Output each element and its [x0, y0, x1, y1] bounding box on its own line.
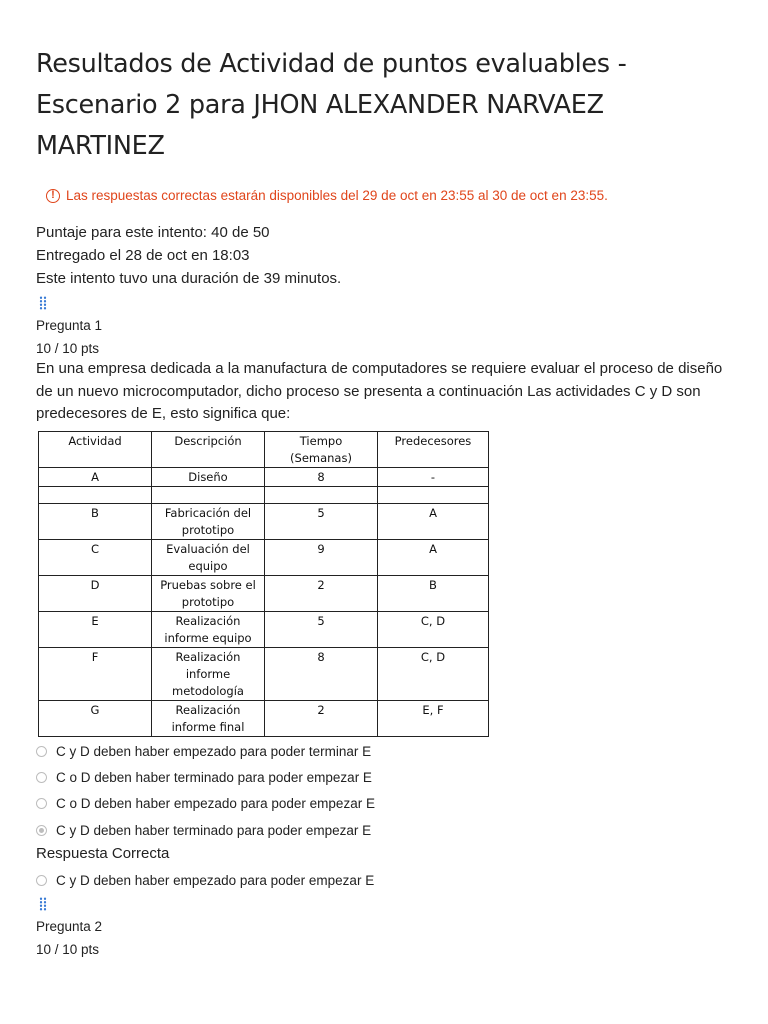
radio-button[interactable]	[36, 772, 47, 783]
table-cell: E	[39, 612, 152, 648]
table-header: Predecesores	[378, 432, 489, 468]
table-cell: C, D	[378, 648, 489, 701]
table-cell: 5	[265, 612, 378, 648]
table-cell	[265, 487, 378, 504]
table-cell: Fabricación del prototipo	[152, 504, 265, 540]
drag-handle-icon[interactable]	[39, 296, 47, 310]
table-cell: 5	[265, 504, 378, 540]
table-cell: 2	[265, 576, 378, 612]
attempt-info	[36, 221, 341, 290]
answer-option-selected[interactable]	[36, 823, 371, 838]
radio-button-selected[interactable]	[36, 825, 47, 836]
question-1-points: 10 / 10 pts	[36, 341, 100, 356]
table-header: Descripción	[152, 432, 265, 468]
page-title: Resultados de Actividad de puntos evaluables - Escenario 2 para JHON ALEXANDER NARVAEZ MARTINEZ	[36, 49, 627, 161]
attempt-submitted: Entregado el 28 de oct en 18:03	[36, 247, 250, 264]
table-header-row	[39, 432, 489, 468]
table-row	[39, 701, 489, 737]
correct-answer-label: Respuesta Correcta	[36, 845, 170, 862]
drag-handle-icon[interactable]	[39, 897, 47, 911]
radio-button[interactable]	[36, 798, 47, 809]
answer-option[interactable]	[36, 744, 371, 759]
table-row	[39, 540, 489, 576]
answer-text: C o D deben haber empezado para poder empezar E	[56, 796, 375, 811]
table-row	[39, 487, 489, 504]
table-cell: B	[378, 576, 489, 612]
question-1-text: En una empresa dedicada a la manufactura de computadores se requiere evaluar el proceso de diseño de un nuevo microcomputador, dicho proceso se presenta a continuación Las actividades C y D son predecesores de E, esto significa que:	[36, 360, 723, 422]
table-header: Tiempo (Semanas)	[265, 432, 378, 468]
table-header: Actividad	[39, 432, 152, 468]
table-cell: 8	[265, 468, 378, 487]
answer-option[interactable]	[36, 770, 372, 785]
table-cell: Evaluación del equipo	[152, 540, 265, 576]
radio-button[interactable]	[36, 875, 47, 886]
table-cell: A	[378, 540, 489, 576]
table-cell: F	[39, 648, 152, 701]
table-cell: -	[378, 468, 489, 487]
attempt-score: Puntaje para este intento: 40 de 50	[36, 224, 270, 241]
answer-option[interactable]	[36, 796, 375, 811]
activities-table	[38, 431, 489, 737]
table-cell: E, F	[378, 701, 489, 737]
table-row	[39, 648, 489, 701]
availability-notice	[46, 188, 608, 203]
table-row	[39, 504, 489, 540]
table-row	[39, 468, 489, 487]
question-2-label: Pregunta 2	[36, 919, 103, 934]
table-cell: 2	[265, 701, 378, 737]
notice-text: Las respuestas correctas estarán disponibles del 29 de oct en 23:55 al 30 de oct en 23:55.	[66, 188, 608, 203]
warning-circle-icon: !	[46, 189, 60, 203]
question-2-points: 10 / 10 pts	[36, 942, 100, 957]
table-cell	[39, 487, 152, 504]
table-cell: A	[39, 468, 152, 487]
table-row	[39, 612, 489, 648]
attempt-duration: Este intento tuvo una duración de 39 minutos.	[36, 270, 342, 287]
table-cell: C, D	[378, 612, 489, 648]
table-cell: Realización informe metodología	[152, 648, 265, 701]
table-row	[39, 576, 489, 612]
table-cell: Realización informe equipo	[152, 612, 265, 648]
table-cell: G	[39, 701, 152, 737]
table-cell: Realización informe final	[152, 701, 265, 737]
answer-text: C y D deben haber empezado para poder empezar E	[56, 873, 375, 888]
table-cell: 8	[265, 648, 378, 701]
answer-text: C o D deben haber terminado para poder empezar E	[56, 770, 372, 785]
answer-option[interactable]	[36, 873, 374, 888]
table-cell: Pruebas sobre el prototipo	[152, 576, 265, 612]
table-cell: D	[39, 576, 152, 612]
table-cell: 9	[265, 540, 378, 576]
table-cell: C	[39, 540, 152, 576]
table-cell: A	[378, 504, 489, 540]
answer-text: C y D deben haber empezado para poder terminar E	[56, 744, 372, 759]
answer-text: C y D deben haber terminado para poder empezar E	[56, 823, 372, 838]
table-cell: Diseño	[152, 468, 265, 487]
table-cell	[378, 487, 489, 504]
question-1-label: Pregunta 1	[36, 318, 103, 333]
table-cell: B	[39, 504, 152, 540]
radio-button[interactable]	[36, 746, 47, 757]
table-cell	[152, 487, 265, 504]
